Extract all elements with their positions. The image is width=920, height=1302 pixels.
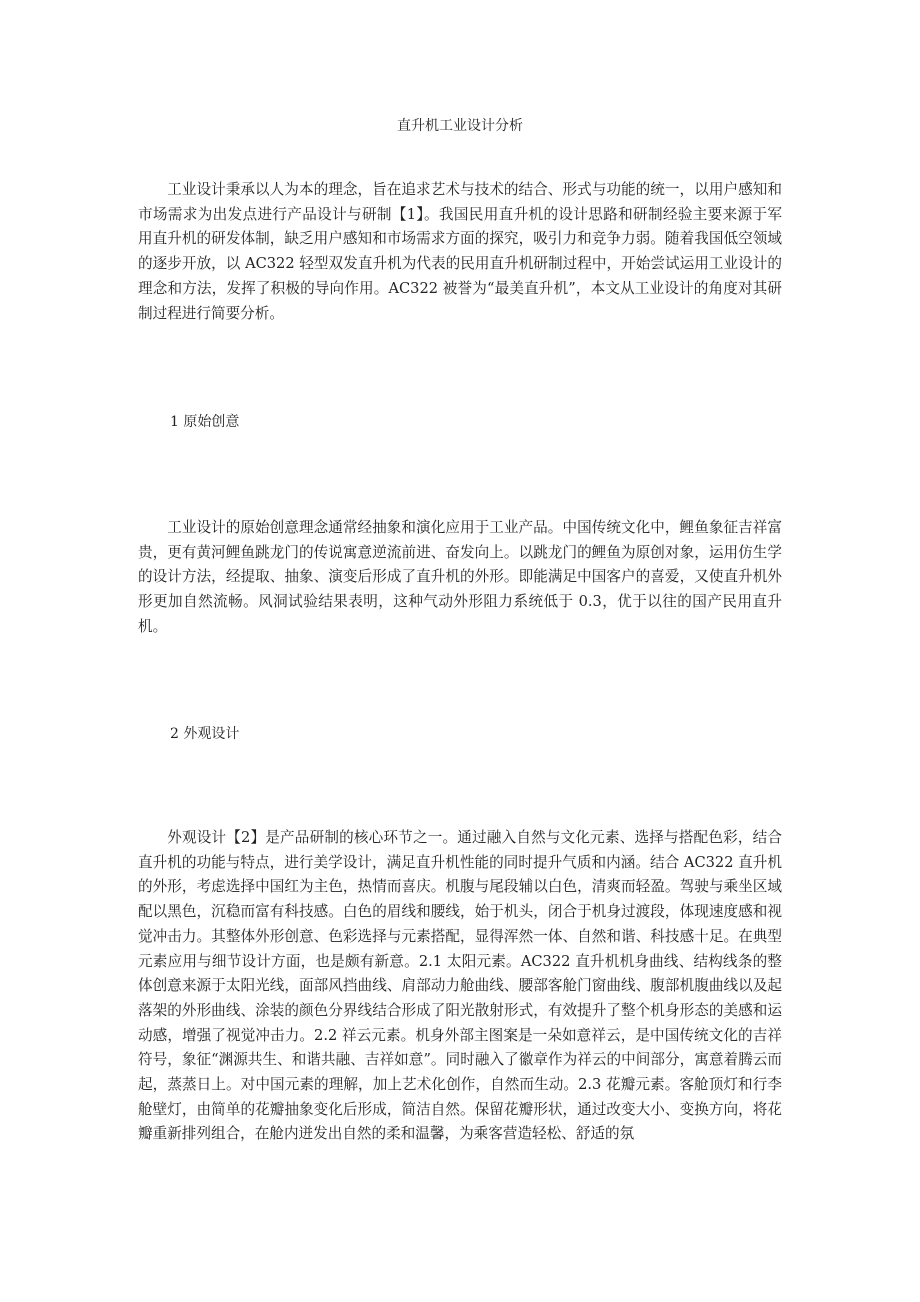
section-heading-original-idea: 1 原始创意 [170,414,240,430]
section-body-original-idea: 工业设计的原始创意理念通常经抽象和演化应用于工业产品。中国传统文化中，鲤鱼象征吉祥富贵，更有黄河鲤鱼跳龙门的传说寓意逆流前进、奋发向上。以跳龙门的鲤鱼为原创对象，运用仿生学的设计方法，经提取、抽象、演变后形成了直升机的外形。即能满足中国客户的喜爱，又使直升机外形更加自然流畅。风洞试验结果表明，这种气动外形阻力系统低于 0.3，优于以往的国产民用直升机。 [138,519,782,635]
intro-paragraph: 工业设计秉承以人为本的理念，旨在追求艺术与技术的结合、形式与功能的统一，以用户感知和市场需求为出发点进行产品设计与研制【1】。我国民用直升机的设计思路和研制经验主要来源于军用直升机的研发体制，缺乏用户感知和市场需求方面的探究，吸引力和竞争力弱。随着我国低空领域的逐步开放，以 AC322 轻型双发直升机为代表的民用直升机研制过程中，开始尝试运用工业设计的理念和方法，发挥了积极的导向作用。AC322 被誉为“最美直升机”，本文从工业设计的角度对其研制过程进行简要分析。 [138,181,782,322]
document-title: 直升机工业设计分析 [397,118,523,134]
section-heading-appearance-design: 2 外观设计 [170,726,240,742]
section-body-appearance-design: 外观设计【2】是产品研制的核心环节之一。通过融入自然与文化元素、选择与搭配色彩，结合直升机的功能与特点，进行美学设计，满足直升机性能的同时提升气质和内涵。结合 AC322 直升机的外形，考虑选择中国红为主色，热情而喜庆。机腹与尾段辅以白色，清爽而轻盈。驾驶与乘坐区域配以黑色，沉稳而富有科技感。白色的眉线和腰线，始于机头，闭合于机身过渡段，体现速度感和视觉冲击力。其整体外形创意、色彩选择与元素搭配，显得浑然一体、自然和谐、科技感十足。在典型元素应用与细节设计方面，也是颇有新意。2.1 太阳元素。AC322 直升机机身曲线、结构线条的整体创意来源于太阳光线，面部风挡曲线、肩部动力舱曲线、腰部客舱门窗曲线、腹部机腹曲线以及起落架的外形曲线、涂装的颜色分界线结合形成了阳光散射形式，有效提升了整个机身形态的美感和运动感，增强了视觉冲击力。2.2 祥云元素。机身外部主图案是一朵如意祥云，是中国传统文化的吉祥符号，象征“渊源共生、和谐共融、吉祥如意”。同时融入了徽章作为祥云的中间部分，寓意着腾云而起，蒸蒸日上。对中国元素的理解，加上艺术化创作，自然而生动。2.3 花瓣元素。客舱顶灯和行李舱壁灯，由简单的花瓣抽象变化后形成，简洁自然。保留花瓣形状，通过改变大小、变换方向，将花瓣重新排列组合，在舱内迸发出自然的柔和温馨，为乘客营造轻松、舒适的氛 [138,829,782,1143]
